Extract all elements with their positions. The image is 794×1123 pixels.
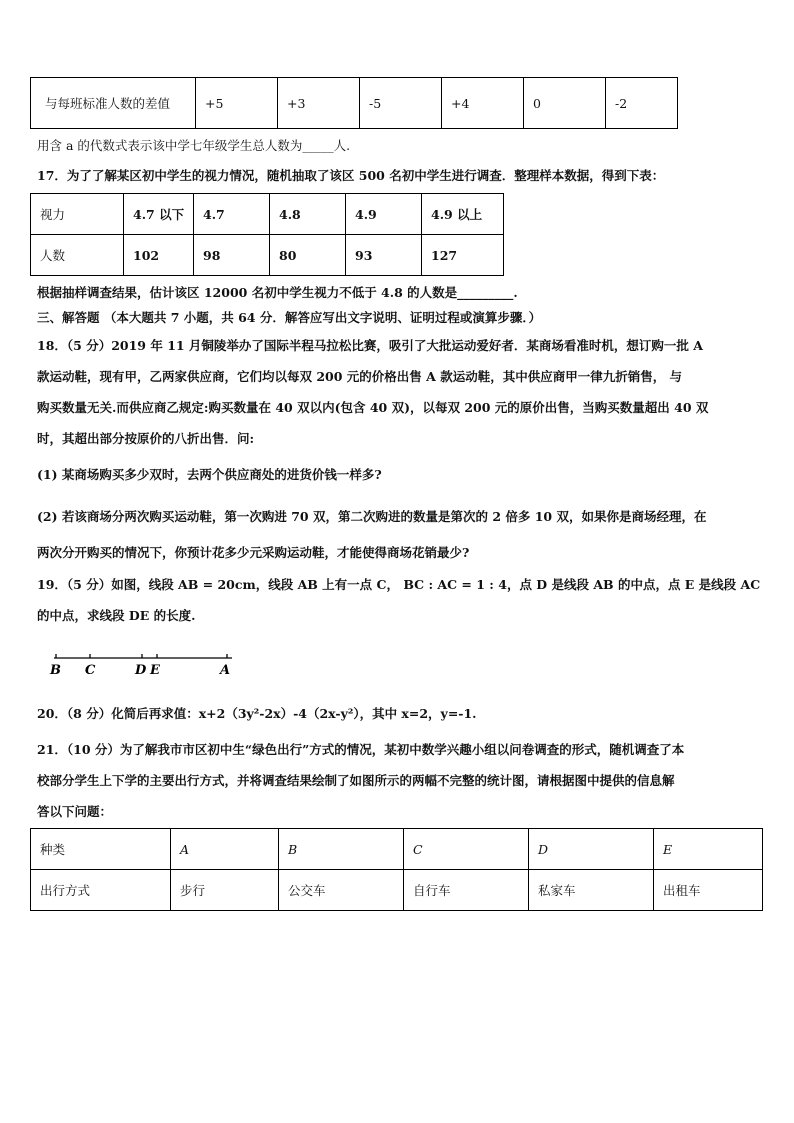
table-cell: 步行 <box>171 870 279 911</box>
table-cell: A <box>171 829 279 870</box>
table-cell: +5 <box>196 78 278 129</box>
table-header-cell: 与每班标准人数的差值 <box>31 78 196 129</box>
q17-question: 根据抽样调查结果，估计该区 12000 名初中学生视力不低于 4.8 的人数是_________. <box>37 285 518 300</box>
table-cell: 视力 <box>31 194 124 235</box>
travel-mode-table <box>30 828 763 911</box>
vision-table <box>30 193 504 276</box>
q20-stem: 20．（8 分）化简后再求值：x+2（3y²-2x）-4（2x-y²），其中 x=2，y=-1. <box>37 706 477 721</box>
q18-sub2a: (2) 若该商场分两次购买运动鞋，第一次购进 70 双，第二次购进的数量是第次的 2 倍多 10 双，如果你是商场经理，在 <box>37 509 707 524</box>
point-label-c: C <box>85 663 96 678</box>
table-cell: 种类 <box>31 829 171 870</box>
table-cell: 98 <box>194 235 270 276</box>
table-cell: E <box>654 829 763 870</box>
q17-stem: 17．为了了解某区初中学生的视力情况，随机抽取了该区 500 名初中学生进行调查．整理样本数据，得到下表： <box>37 168 665 183</box>
table-cell: 4.9 以上 <box>422 194 504 235</box>
q18-line3: 购买数量无关.而供应商乙规定:购买数量在 40 双以内(包含 40 双)，以每双 200 元的原价出售，当购买数量超出 40 双 <box>37 400 709 415</box>
table-row <box>31 870 763 911</box>
q21-line3: 答以下问题： <box>37 804 113 819</box>
table-cell: 93 <box>346 235 422 276</box>
q18-sub2b: 两次分开购买的情况下，你预计花多少元采购运动鞋，才能使得商场花销最少? <box>37 545 470 560</box>
table-cell: 127 <box>422 235 504 276</box>
table-cell: C <box>404 829 529 870</box>
table-cell: -2 <box>606 78 678 129</box>
table-cell: 102 <box>124 235 194 276</box>
table-cell: 公交车 <box>279 870 404 911</box>
point-label-e: E <box>150 663 160 678</box>
point-label-d: D <box>135 663 147 678</box>
table-cell: 人数 <box>31 235 124 276</box>
table-cell: +4 <box>442 78 524 129</box>
q19-line2: 的中点，求线段 DE 的长度. <box>37 608 196 623</box>
table-cell: 4.8 <box>270 194 346 235</box>
table-cell: -5 <box>360 78 442 129</box>
q18-line1: 18．（5 分）2019 年 11 月铜陵举办了国际半程马拉松比赛，吸引了大批运动爱好者．某商场看准时机，想订购一批 A <box>37 338 703 353</box>
q19-line1: 19．（5 分）如图，线段 AB = 20cm，线段 AB 上有一点 C， BC : AC = 1 : 4，点 D 是线段 AB 的中点，点 E 是线段 AC <box>37 577 761 592</box>
table-cell: 出行方式 <box>31 870 171 911</box>
table-cell: 80 <box>270 235 346 276</box>
table-row <box>31 235 504 276</box>
table-cell: 4.9 <box>346 194 422 235</box>
q18-line4: 时，其超出部分按原价的八折出售．问: <box>37 431 255 446</box>
table-row <box>31 829 763 870</box>
table-cell: 0 <box>524 78 606 129</box>
table-cell: B <box>279 829 404 870</box>
table-cell: 私家车 <box>529 870 654 911</box>
q18-sub1: (1) 某商场购买多少双时，去两个供应商处的进货价钱一样多? <box>37 467 382 482</box>
section-heading: 三、解答题 （本大题共 7 小题，共 64 分．解答应写出文字说明、证明过程或演算步骤．） <box>37 310 542 325</box>
table-row <box>31 194 504 235</box>
q21-line2: 校部分学生上下学的主要出行方式，并将调查结果绘制了如图所示的两幅不完整的统计图，请根据图中提供的信息解 <box>37 773 675 788</box>
table-cell: 自行车 <box>404 870 529 911</box>
table-cell: 4.7 以下 <box>124 194 194 235</box>
table-cell: 4.7 <box>194 194 270 235</box>
point-label-a: A <box>220 663 231 678</box>
table-row <box>31 78 678 129</box>
q18-line2: 款运动鞋，现有甲，乙两家供应商，它们均以每双 200 元的价格出售 A 款运动鞋，其中供应商甲一律九折销售， 与 <box>37 369 683 384</box>
table-cell: +3 <box>278 78 360 129</box>
table-cell: 出租车 <box>654 870 763 911</box>
q16-answer-line: 用含 a 的代数式表示该中学七年级学生总人数为_____人. <box>37 138 351 153</box>
table-cell: D <box>529 829 654 870</box>
difference-table <box>30 77 678 129</box>
segment-diagram <box>44 650 244 680</box>
q21-line1: 21．（10 分）为了解我市市区初中生“绿色出行”方式的情况，某初中数学兴趣小组以问卷调查的形式，随机调查了本 <box>37 742 685 757</box>
point-label-b: B <box>50 663 61 678</box>
